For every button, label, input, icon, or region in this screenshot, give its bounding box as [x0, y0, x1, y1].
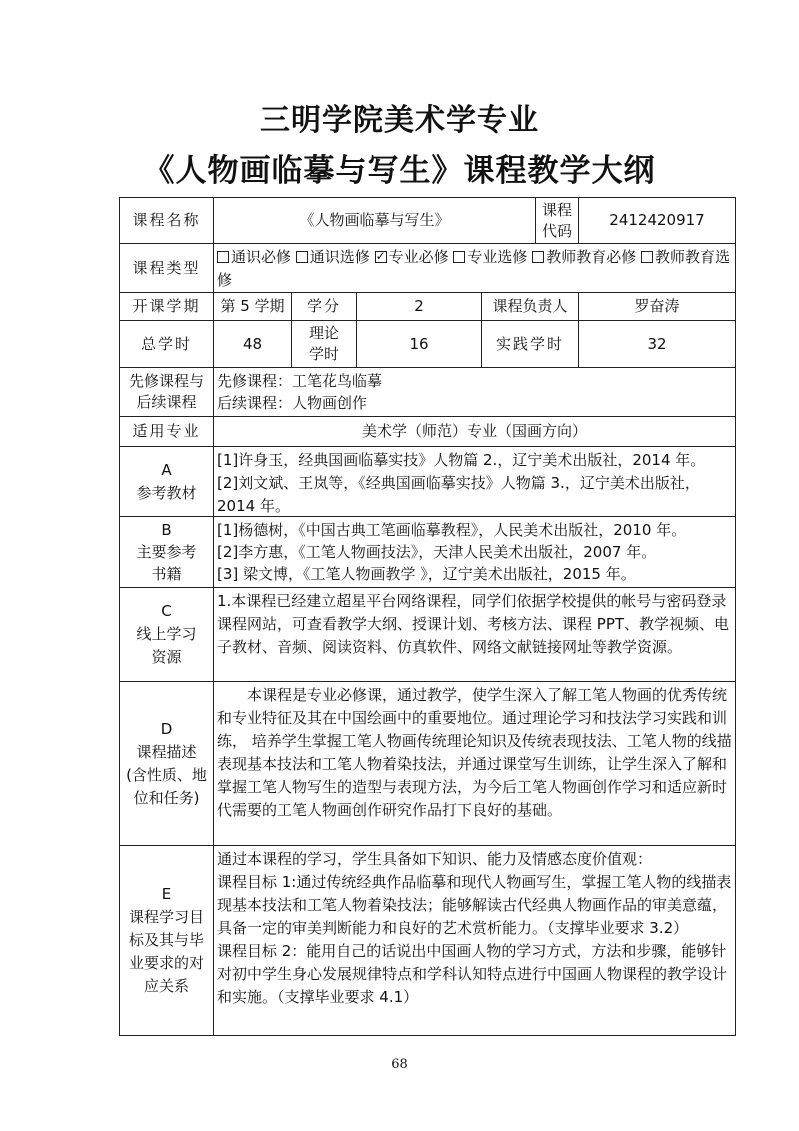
- goals-label-1: E: [161, 885, 172, 903]
- course-code-label-2: 代码: [541, 221, 572, 240]
- book-item-2: [2]李方惠，《工笔人物画技法》，天津人民美术出版社，2007 年。: [217, 543, 657, 561]
- course-description-text: 本课程是专业必修课，通过教学，使学生深入了解工笔人物画的优秀传统和专业特征及其在中国绘画中的重要地位。通过理论学习和技法学习实践和训练， 培养学生掌握工笔人物画传统理论知识及传统表现技法、工笔人物的线描表现基本技法和工笔人物着染技法，并通过课堂写生训练，让学生深入了解和掌握工笔人物写生的造型与表现方法，为今后工笔人物画创作学习和适应新时代需要的工笔人物画创作研究作品打下良好的基础。: [213, 681, 736, 846]
- checkbox-2-icon: [296, 251, 308, 263]
- textbook-label-1: A: [161, 460, 172, 479]
- semester-value: 第 5 学期: [213, 292, 292, 321]
- goals-label-5: 应关系: [143, 977, 189, 995]
- course-name-label: 课程名称: [119, 197, 214, 244]
- goals-label-2: 课程学习目: [128, 908, 204, 926]
- course-type-option-1: 通识必修: [217, 248, 291, 266]
- semester-label: 开课学期: [119, 292, 214, 321]
- course-code-value: 2412420917: [578, 197, 736, 244]
- reference-books-list: [213, 516, 736, 588]
- owner-label: 课程负责人: [481, 292, 579, 321]
- credit-label: 学分: [291, 292, 357, 321]
- theory-hours-label: [291, 320, 357, 368]
- checkbox-4-icon: [453, 251, 465, 263]
- credit-value: 2: [356, 292, 482, 321]
- prereq-value: [213, 367, 736, 417]
- desc-label-3: (含性质、地: [126, 765, 207, 784]
- desc-label-2: 课程描述: [136, 742, 197, 761]
- online-label-3: 资源: [151, 648, 182, 666]
- textbook-list: [213, 446, 736, 517]
- major-value: 美术学（师范）专业（国画方向）: [213, 416, 736, 447]
- practice-hours-label: 实践学时: [481, 320, 579, 368]
- online-label-1: C: [161, 602, 172, 620]
- document-title-line-1: 三明学院美术学专业: [260, 103, 539, 138]
- owner-value: 罗奋涛: [578, 292, 736, 321]
- course-type-option-2: 通识选修: [296, 248, 370, 266]
- course-type-label: 课程类型: [119, 243, 214, 293]
- course-type-option-5: 教师教育必修: [532, 248, 636, 266]
- practice-hours-value: 32: [578, 320, 736, 368]
- checkbox-5-icon: [532, 251, 544, 263]
- goal-1: 课程目标 1:通过传统经典作品临摹和现代人物画写生，掌握工笔人物的线描表现基本技法和工笔人物着染技法；能够解读古代经典人物画作品的审美意蕴，具备一定的审美判断能力和良好的艺术赏析能力。（支撑毕业要求 3.2）: [217, 873, 732, 937]
- textbook-label-2: 参考教材: [136, 483, 197, 502]
- textbook-item-1: [1]许身玉，经典国画临摹实技》人物篇 2.，辽宁美术出版社，2014 年。: [217, 451, 706, 469]
- learning-goals-label: [119, 845, 214, 1036]
- online-resources-text: 1.本课程已经建立超星平台网络课程，同学们依据学校提供的帐号与密码登录课程网站，可查看教学大纲、授课计划、考核方法、课程 PPT、教学视频、电子教材、音频、阅读资料、仿真软件、网络文献链接网址等教学资源。: [213, 587, 736, 682]
- prereq-label: [119, 367, 214, 417]
- course-code-label: [535, 197, 579, 244]
- course-type-options: [213, 243, 736, 293]
- total-hours-value: 48: [213, 320, 292, 368]
- course-description-label: [119, 681, 214, 846]
- prereq-line-2: 后续课程：人物画创作: [217, 394, 368, 412]
- reference-books-label: [119, 516, 214, 588]
- theory-label-2: 学时: [308, 345, 339, 363]
- theory-label-1: 理论: [308, 324, 339, 342]
- books-label-1: B: [161, 521, 172, 539]
- document-title-line-2: 《人物画临摹与写生》课程教学大纲: [143, 153, 656, 189]
- checked-checkbox-icon: [375, 251, 387, 263]
- books-label-2: 主要参考: [136, 543, 197, 561]
- checkbox-6-icon: [641, 251, 653, 263]
- goals-intro: 通过本课程的学习，学生具备如下知识、能力及情感态度价值观：: [217, 850, 653, 868]
- textbook-item-2: [2]刘文斌、王岚等，《经典国画临摹实技》人物篇 3.，辽宁美术出版社，2014 年。: [217, 474, 700, 515]
- course-type-option-6: 教师教育选修: [217, 248, 730, 289]
- desc-label-4: 位和任务): [133, 788, 200, 807]
- course-type-option-3: ✓ 专业必修: [375, 248, 449, 266]
- desc-label-1: D: [160, 719, 173, 738]
- prereq-label-2: 后续课程: [136, 393, 197, 411]
- goals-label-3: 标及其与毕: [128, 931, 204, 949]
- total-hours-label: 总学时: [119, 320, 214, 368]
- prereq-label-1: 先修课程与: [128, 372, 204, 390]
- course-name-value: 《人物画临摹与写生》: [213, 197, 536, 244]
- books-label-3: 书籍: [151, 565, 182, 583]
- book-item-1: [1]杨德树，《中国古典工笔画临摹教程》，人民美术出版社，2010 年。: [217, 521, 687, 539]
- book-item-3: [3] 梁文博，《工笔人物画教学 》，辽宁美术出版社，2015 年。: [217, 565, 636, 583]
- course-type-option-4: 专业选修: [453, 248, 527, 266]
- theory-hours-value: 16: [356, 320, 482, 368]
- goal-2: 课程目标 2：能用自己的话说出中国画人物的学习方式，方法和步骤，能够针对初中学生身心发展规律特点和学科认知特点进行中国画人物课程的教学设计和实施。（支撑毕业要求 4.1）: [217, 942, 728, 1006]
- major-label: 适用专业: [119, 416, 214, 447]
- textbook-label: [119, 446, 214, 517]
- learning-goals-text: [213, 845, 736, 1036]
- goals-label-4: 业要求的对: [128, 954, 204, 972]
- checkbox-1-icon: [217, 251, 229, 263]
- course-code-label-1: 课程: [541, 200, 572, 219]
- online-label-2: 线上学习: [136, 625, 197, 643]
- prereq-line-1: 先修课程：工笔花鸟临摹: [217, 372, 383, 390]
- online-resources-label: [119, 587, 214, 682]
- page-number: 68: [391, 1057, 408, 1072]
